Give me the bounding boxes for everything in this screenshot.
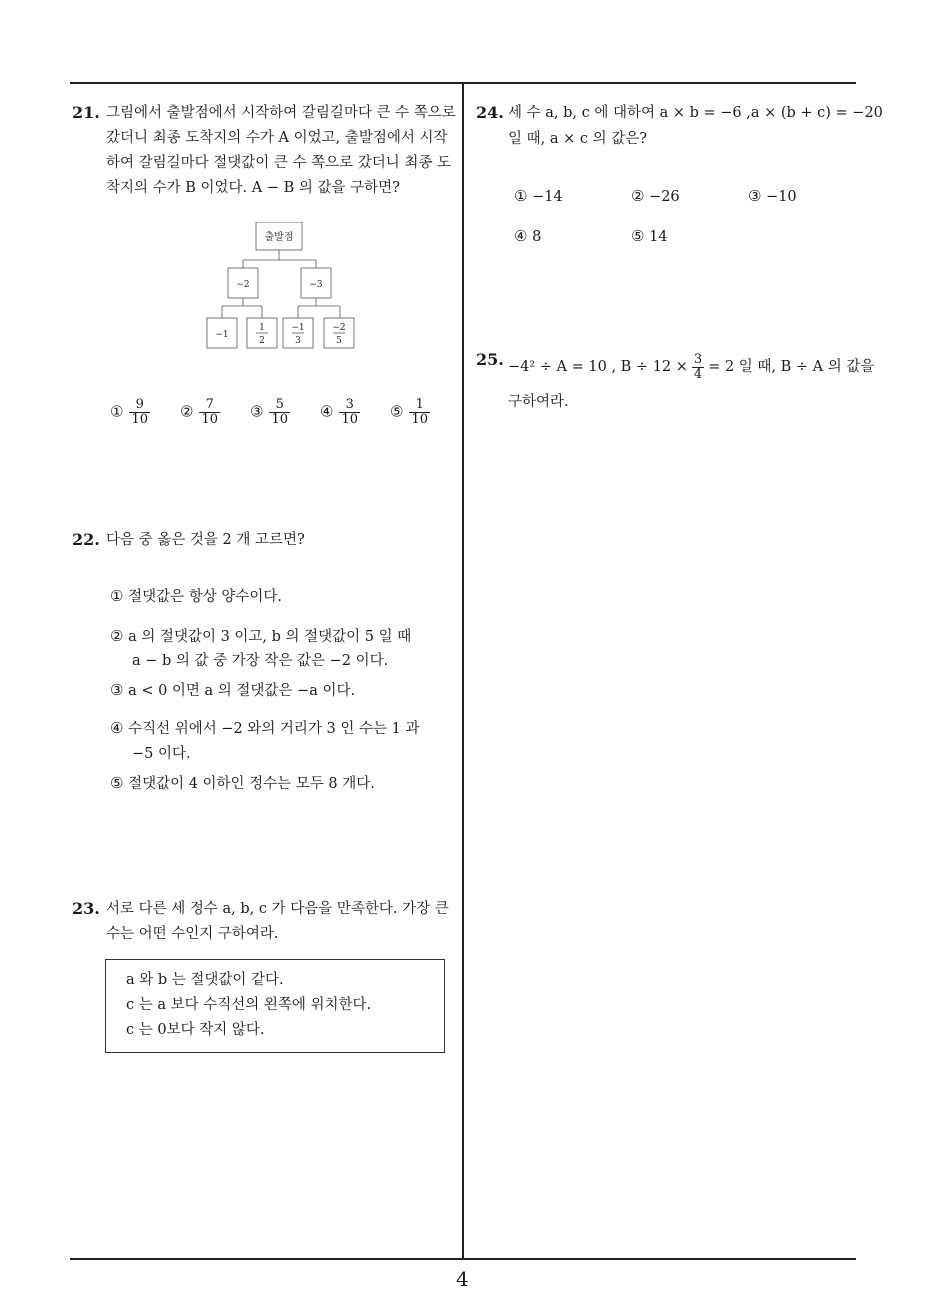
answer-option-2-continued: a − b 의 값 중 가장 작은 값은 −2 이다. <box>132 653 389 669</box>
tree-leaf-denominator: 2 <box>259 336 265 346</box>
condition-line: c 는 0보다 작지 않다. <box>126 1022 265 1038</box>
tree-node-label: −3 <box>309 280 323 290</box>
question-number: 22. <box>72 530 100 549</box>
tree-leaf-denominator: 3 <box>295 336 301 346</box>
answer-option-1[interactable]: ① $\frac{9}{10}$ <box>110 397 148 427</box>
tree-leaf-numerator: 1 <box>259 323 265 333</box>
answer-option-4[interactable]: ④ $\frac{3}{10}$ <box>320 397 358 427</box>
question-text-line1 <box>508 352 874 382</box>
question-number: 23. <box>72 899 100 918</box>
answer-option-1[interactable]: ① 절댓값은 항상 양수이다. <box>110 587 282 605</box>
condition-line: a 와 b 는 절댓값이 같다. <box>126 972 284 988</box>
branching-tree-diagram <box>206 222 356 352</box>
answer-option-5[interactable]: ⑤ 14 <box>631 227 668 245</box>
answer-option-4[interactable]: ④ 수직선 위에서 −2 와의 거리가 3 인 수는 1 과 <box>110 719 420 737</box>
answer-option-2[interactable]: ② $\frac{7}{10}$ <box>180 397 218 427</box>
bottom-rule <box>70 1258 856 1260</box>
answer-option-3[interactable]: ③ a < 0 이면 a 의 절댓값은 −a 이다. <box>110 681 356 699</box>
tree-leaf-numerator: −1 <box>291 323 305 333</box>
answer-option-5[interactable]: ⑤ 절댓값이 4 이하인 정수는 모두 8 개다. <box>110 774 375 792</box>
answer-option-5[interactable]: ⑤ $\frac{1}{10}$ <box>390 397 428 427</box>
tree-root-label: 출발점 <box>264 232 294 243</box>
answer-option-4-continued: −5 이다. <box>132 746 191 762</box>
question-text-line2: 구하여라. <box>508 394 569 410</box>
answer-option-3[interactable]: ③ −10 <box>748 187 797 205</box>
question-text: 다음 중 옳은 것을 2 개 고르면? <box>106 532 305 548</box>
question-text-line1: 세 수 a, b, c 에 대하여 a × b = −6 ,a × (b + c) = −20 <box>508 105 883 121</box>
tree-leaf-label: −1 <box>215 330 229 340</box>
question-text: 그림에서 출발점에서 시작하여 갈림길마다 큰 수 쪽으로 갔더니 최종 도착지의 수가 A 이었고, 출발점에서 시작하여 갈림길마다 절댓값이 큰 수 쪽으로 갔더니 최종 도착지의 수가 B 이었다. A − B 의 값을 구하면? <box>106 105 456 196</box>
question-number: 24. <box>476 103 504 122</box>
question-text: 서로 다른 세 정수 a, b, c 가 다음을 만족한다. 가장 큰 수는 어떤 수인지 구하여라. <box>106 901 449 942</box>
conditions-box <box>105 959 445 1053</box>
column-divider <box>462 82 464 1260</box>
answer-option-2[interactable]: ② a 의 절댓값이 3 이고, b 의 절댓값이 5 일 때 <box>110 627 412 645</box>
tree-leaf-numerator: −2 <box>332 323 346 333</box>
question-number: 21. <box>72 103 100 122</box>
answer-option-4[interactable]: ④ 8 <box>514 227 542 245</box>
condition-line: c 는 a 보다 수직선의 왼쪽에 위치한다. <box>126 997 372 1013</box>
fraction: $\frac{3}{4}$ <box>693 351 703 382</box>
answer-option-3[interactable]: ③ $\frac{5}{10}$ <box>250 397 288 427</box>
question-text-line2: 일 때, a × c 의 값은? <box>508 131 647 147</box>
equation-part2: = 2 일 때, B ÷ A 의 값을 <box>708 359 875 375</box>
answer-option-2[interactable]: ② −26 <box>631 187 680 205</box>
question-number: 25. <box>476 350 504 369</box>
tree-leaf-denominator: 5 <box>336 336 342 346</box>
tree-node-label: −2 <box>236 280 250 290</box>
answer-option-1[interactable]: ① −14 <box>514 187 563 205</box>
page-number: 4 <box>456 1267 469 1291</box>
equation-part1: −4² ÷ A = 10 , B ÷ 12 × <box>508 359 688 375</box>
